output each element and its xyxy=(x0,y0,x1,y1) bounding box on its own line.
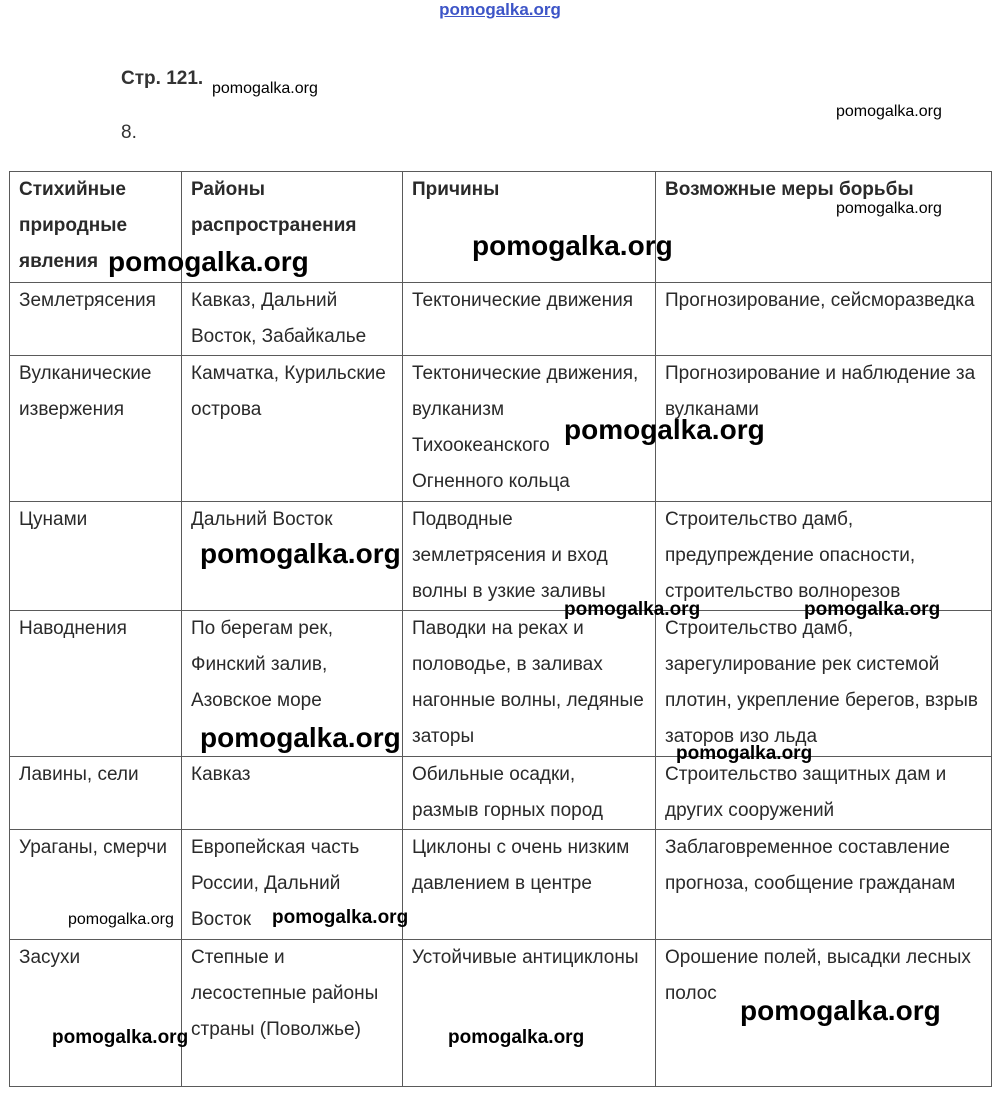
table-cell: Устойчивые антициклоны xyxy=(403,940,656,1087)
watermark: pomogalka.org xyxy=(200,538,401,569)
table-cell: Строительство дамб, предупреждение опасности, строительство волнорезов xyxy=(656,502,992,611)
table-cell: Вулканические извержения xyxy=(10,356,182,502)
table-cell: По берегам рек, Финский залив, Азовское море xyxy=(182,611,403,757)
table-row xyxy=(10,757,992,830)
table-cell: Прогнозирование и наблюдение за вулканами xyxy=(656,356,992,502)
table-cell: Дальний Восток xyxy=(182,502,403,611)
table-cell: Подводные землетрясения и вход волны в узкие заливы xyxy=(403,502,656,611)
table-row xyxy=(10,611,992,757)
table-cell: Прогнозирование, сейсморазведка xyxy=(656,283,992,356)
header-cell-measures: Возможные меры борьбы xyxy=(656,172,992,283)
table-cell: Ураганы, смерчи xyxy=(10,830,182,940)
watermark: pomogalka.org xyxy=(564,414,765,445)
watermark: pomogalka.org xyxy=(108,246,309,277)
table-cell: Засухи xyxy=(10,940,182,1087)
table-cell: Кавказ xyxy=(182,757,403,830)
table-cell: Цунами xyxy=(10,502,182,611)
watermark: pomogalka.org xyxy=(564,599,701,620)
table-cell: Паводки на реках и половодье, в заливах нагонные волны, ледяные заторы xyxy=(403,611,656,757)
table-cell: Степные и лесостепные районы страны (Поволжье) xyxy=(182,940,403,1087)
watermark: pomogalka.org xyxy=(448,1027,585,1048)
watermark: pomogalka.org xyxy=(68,911,174,928)
watermark: pomogalka.org xyxy=(272,907,409,928)
natural-hazards-table xyxy=(9,171,992,1087)
table-cell: Европейская часть России, Дальний Восток xyxy=(182,830,403,940)
header-cell-regions: Районы распространения xyxy=(182,172,403,283)
table-cell: Циклоны с очень низким давлением в центре xyxy=(403,830,656,940)
table-cell: Строительство защитных дам и других сооружений xyxy=(656,757,992,830)
site-link[interactable]: pomogalka.org xyxy=(439,0,561,19)
page-label: Стр. 121. xyxy=(121,68,204,89)
watermark: pomogalka.org xyxy=(212,80,318,97)
table-cell: Обильные осадки, размыв горных пород xyxy=(403,757,656,830)
table-cell: Строительство дамб, зарегулирование рек системой плотин, укрепление берегов, взрыв заторов изо льда xyxy=(656,611,992,757)
table-cell: Наводнения xyxy=(10,611,182,757)
watermark: pomogalka.org xyxy=(740,995,941,1026)
watermark: pomogalka.org xyxy=(472,230,673,261)
table-row xyxy=(10,356,992,502)
table-cell: Кавказ, Дальний Восток, Забайкалье xyxy=(182,283,403,356)
header-cell-causes: Причины xyxy=(403,172,656,283)
table-cell: Лавины, сели xyxy=(10,757,182,830)
watermark: pomogalka.org xyxy=(52,1027,189,1048)
watermark: pomogalka.org xyxy=(676,743,813,764)
table-row xyxy=(10,283,992,356)
header-cell-phenomena: Стихийные природные явления xyxy=(10,172,182,283)
table-cell: Тектонические движения, вулканизм Тихоокеанского Огненного кольца xyxy=(403,356,656,502)
table-cell: Землетрясения xyxy=(10,283,182,356)
watermark: pomogalka.org xyxy=(836,200,942,217)
table-cell: Заблаговременное составление прогноза, сообщение гражданам xyxy=(656,830,992,940)
watermark: pomogalka.org xyxy=(804,599,941,620)
table-cell: Тектонические движения xyxy=(403,283,656,356)
task-number: 8. xyxy=(121,122,137,143)
table-row xyxy=(10,502,992,611)
table-cell: Камчатка, Курильские острова xyxy=(182,356,403,502)
table-cell: Орошение полей, высадки лесных полос xyxy=(656,940,992,1087)
watermark: pomogalka.org xyxy=(836,103,942,120)
watermark: pomogalka.org xyxy=(200,722,401,753)
